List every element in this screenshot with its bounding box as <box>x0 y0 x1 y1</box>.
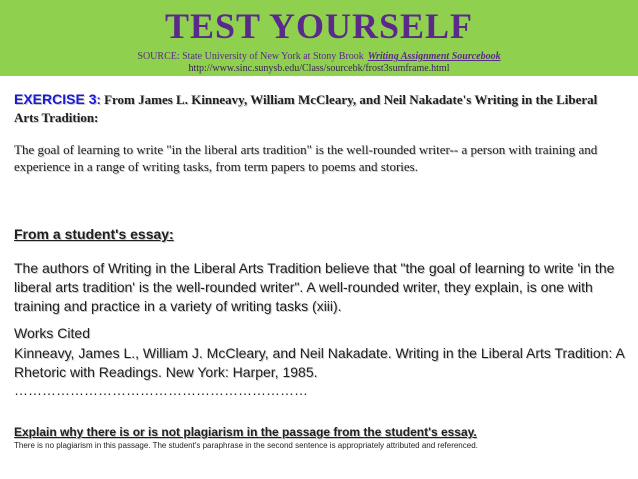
works-cited-entry: Kinneavy, James L., William J. McCleary, and Neil Nakadate. Writing in the Liberal Arts Tradition: A Rhetoric with Readings. New York: Harper, 1985. <box>14 345 625 380</box>
question-answer: There is no plagiarism in this passage. The student's paraphrase in the second sentence is appropriately attributed and referenced. <box>14 441 478 450</box>
source-prefix: SOURCE: State University of New York at Stony Brook <box>137 51 364 62</box>
exercise-label: EXERCISE 3 <box>14 91 97 107</box>
exercise-colon: : <box>96 92 101 107</box>
exercise-text: The goal of learning to write "in the liberal arts tradition" is the well-rounded writer-- a person with training and experience in a range of writing tasks, from term papers to poems and stories. <box>14 142 598 174</box>
works-cited-heading: Works Cited <box>14 325 90 341</box>
exercise-heading <box>14 90 624 127</box>
page-title: TEST YOURSELF <box>164 6 474 46</box>
exercise-title: From James L. Kinneavy, William McCleary, and Neil Nakadate's Writing in the Liberal Arts Tradition: <box>14 92 598 125</box>
question-prompt: Explain why there is or is not plagiarism in the passage from the student's essay. <box>14 425 477 439</box>
header-banner <box>0 0 638 76</box>
dotted-divider: ……………………………………………………… <box>14 382 308 398</box>
student-essay-text: The authors of Writing in the Liberal Arts Tradition believe that "the goal of learning to write 'in the liberal arts tradition' is the well-rounded writer". A well-rounded writer, they explain, is one with training and practice in a variety of writing tasks (xiii). <box>14 260 615 314</box>
source-line <box>0 51 638 63</box>
source-book-link[interactable]: Writing Assignment Sourcebook <box>367 51 501 62</box>
source-url[interactable]: http://www.sinc.sunysb.edu/Class/sourcebk/frost3sumframe.html <box>188 63 450 74</box>
student-essay-heading: From a student's essay: <box>14 226 174 242</box>
